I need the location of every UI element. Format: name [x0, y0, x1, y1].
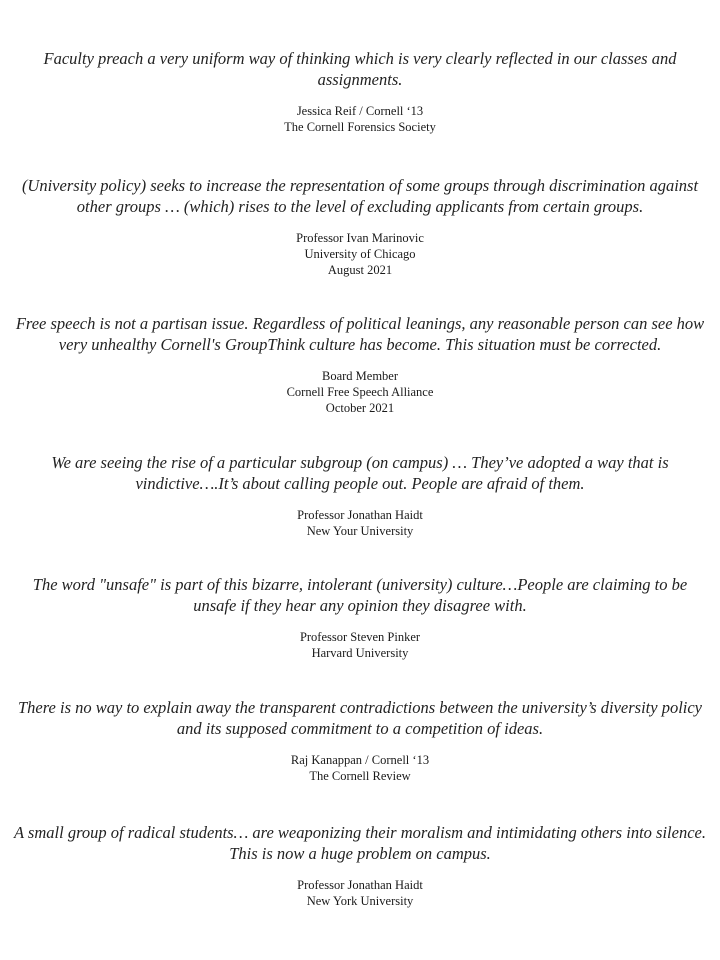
attribution-line: New Your University	[306, 524, 414, 538]
attribution-line: Professor Ivan Marinovic	[296, 231, 424, 245]
quote-block	[0, 452, 720, 539]
quote-block	[0, 822, 720, 909]
quote-text: We are seeing the rise of a particular subgroup (on campus) … They’ve adopted a way that is vindictive….It’s about calling people out. People are afraid of them.	[51, 453, 669, 493]
attribution-line: Raj Kanappan / Cornell ‘13	[290, 753, 430, 767]
quote-text: There is no way to explain away the transparent contradictions between the university’s diversity policy and its supposed commitment to a competition of ideas.	[17, 698, 703, 738]
quote-text: Free speech is not a partisan issue. Regardless of political leanings, any reasonable person can see how very unhealthy Cornell's GroupThink culture has become. This situation must be corrected.	[15, 314, 705, 354]
quote-text: The word "unsafe" is part of this bizarre, intolerant (university) culture…People are claiming to be unsafe if they hear any opinion they disagree with.	[32, 575, 688, 615]
attribution-line: October 2021	[325, 401, 395, 415]
attribution-line: University of Chicago	[304, 247, 416, 261]
attribution-line: Professor Jonathan Haidt	[297, 878, 423, 892]
attribution	[0, 230, 720, 278]
attribution	[0, 507, 720, 539]
attribution-line: The Cornell Review	[309, 769, 411, 783]
attribution-line: Harvard University	[311, 646, 409, 660]
attribution-line: Professor Jonathan Haidt	[297, 508, 423, 522]
quote-text: Faculty preach a very uniform way of thinking which is very clearly reflected in our classes and assignments.	[43, 49, 677, 89]
quote-block	[0, 574, 720, 661]
quote-text: A small group of radical students… are weaponizing their moralism and intimidating others into silence. This is now a huge problem on campus.	[14, 823, 706, 863]
attribution	[0, 752, 720, 784]
attribution-line: Professor Steven Pinker	[299, 630, 421, 644]
attribution-line: August 2021	[327, 263, 393, 277]
quote-block	[0, 697, 720, 784]
quote-block	[0, 175, 720, 278]
attribution-line: Jessica Reif / Cornell ‘13	[296, 104, 424, 118]
attribution-line: Board Member	[321, 369, 399, 383]
attribution-line: The Cornell Forensics Society	[284, 120, 436, 134]
attribution-line: New York University	[306, 894, 414, 908]
attribution	[0, 103, 720, 135]
attribution	[0, 877, 720, 909]
attribution	[0, 629, 720, 661]
attribution-line: Cornell Free Speech Alliance	[286, 385, 434, 399]
quote-block	[0, 313, 720, 416]
attribution	[0, 368, 720, 416]
quote-text: (University policy) seeks to increase the representation of some groups through discrimination against other groups … (which) rises to the level of excluding applicants from certain groups.	[21, 176, 699, 216]
quote-block	[0, 48, 720, 135]
